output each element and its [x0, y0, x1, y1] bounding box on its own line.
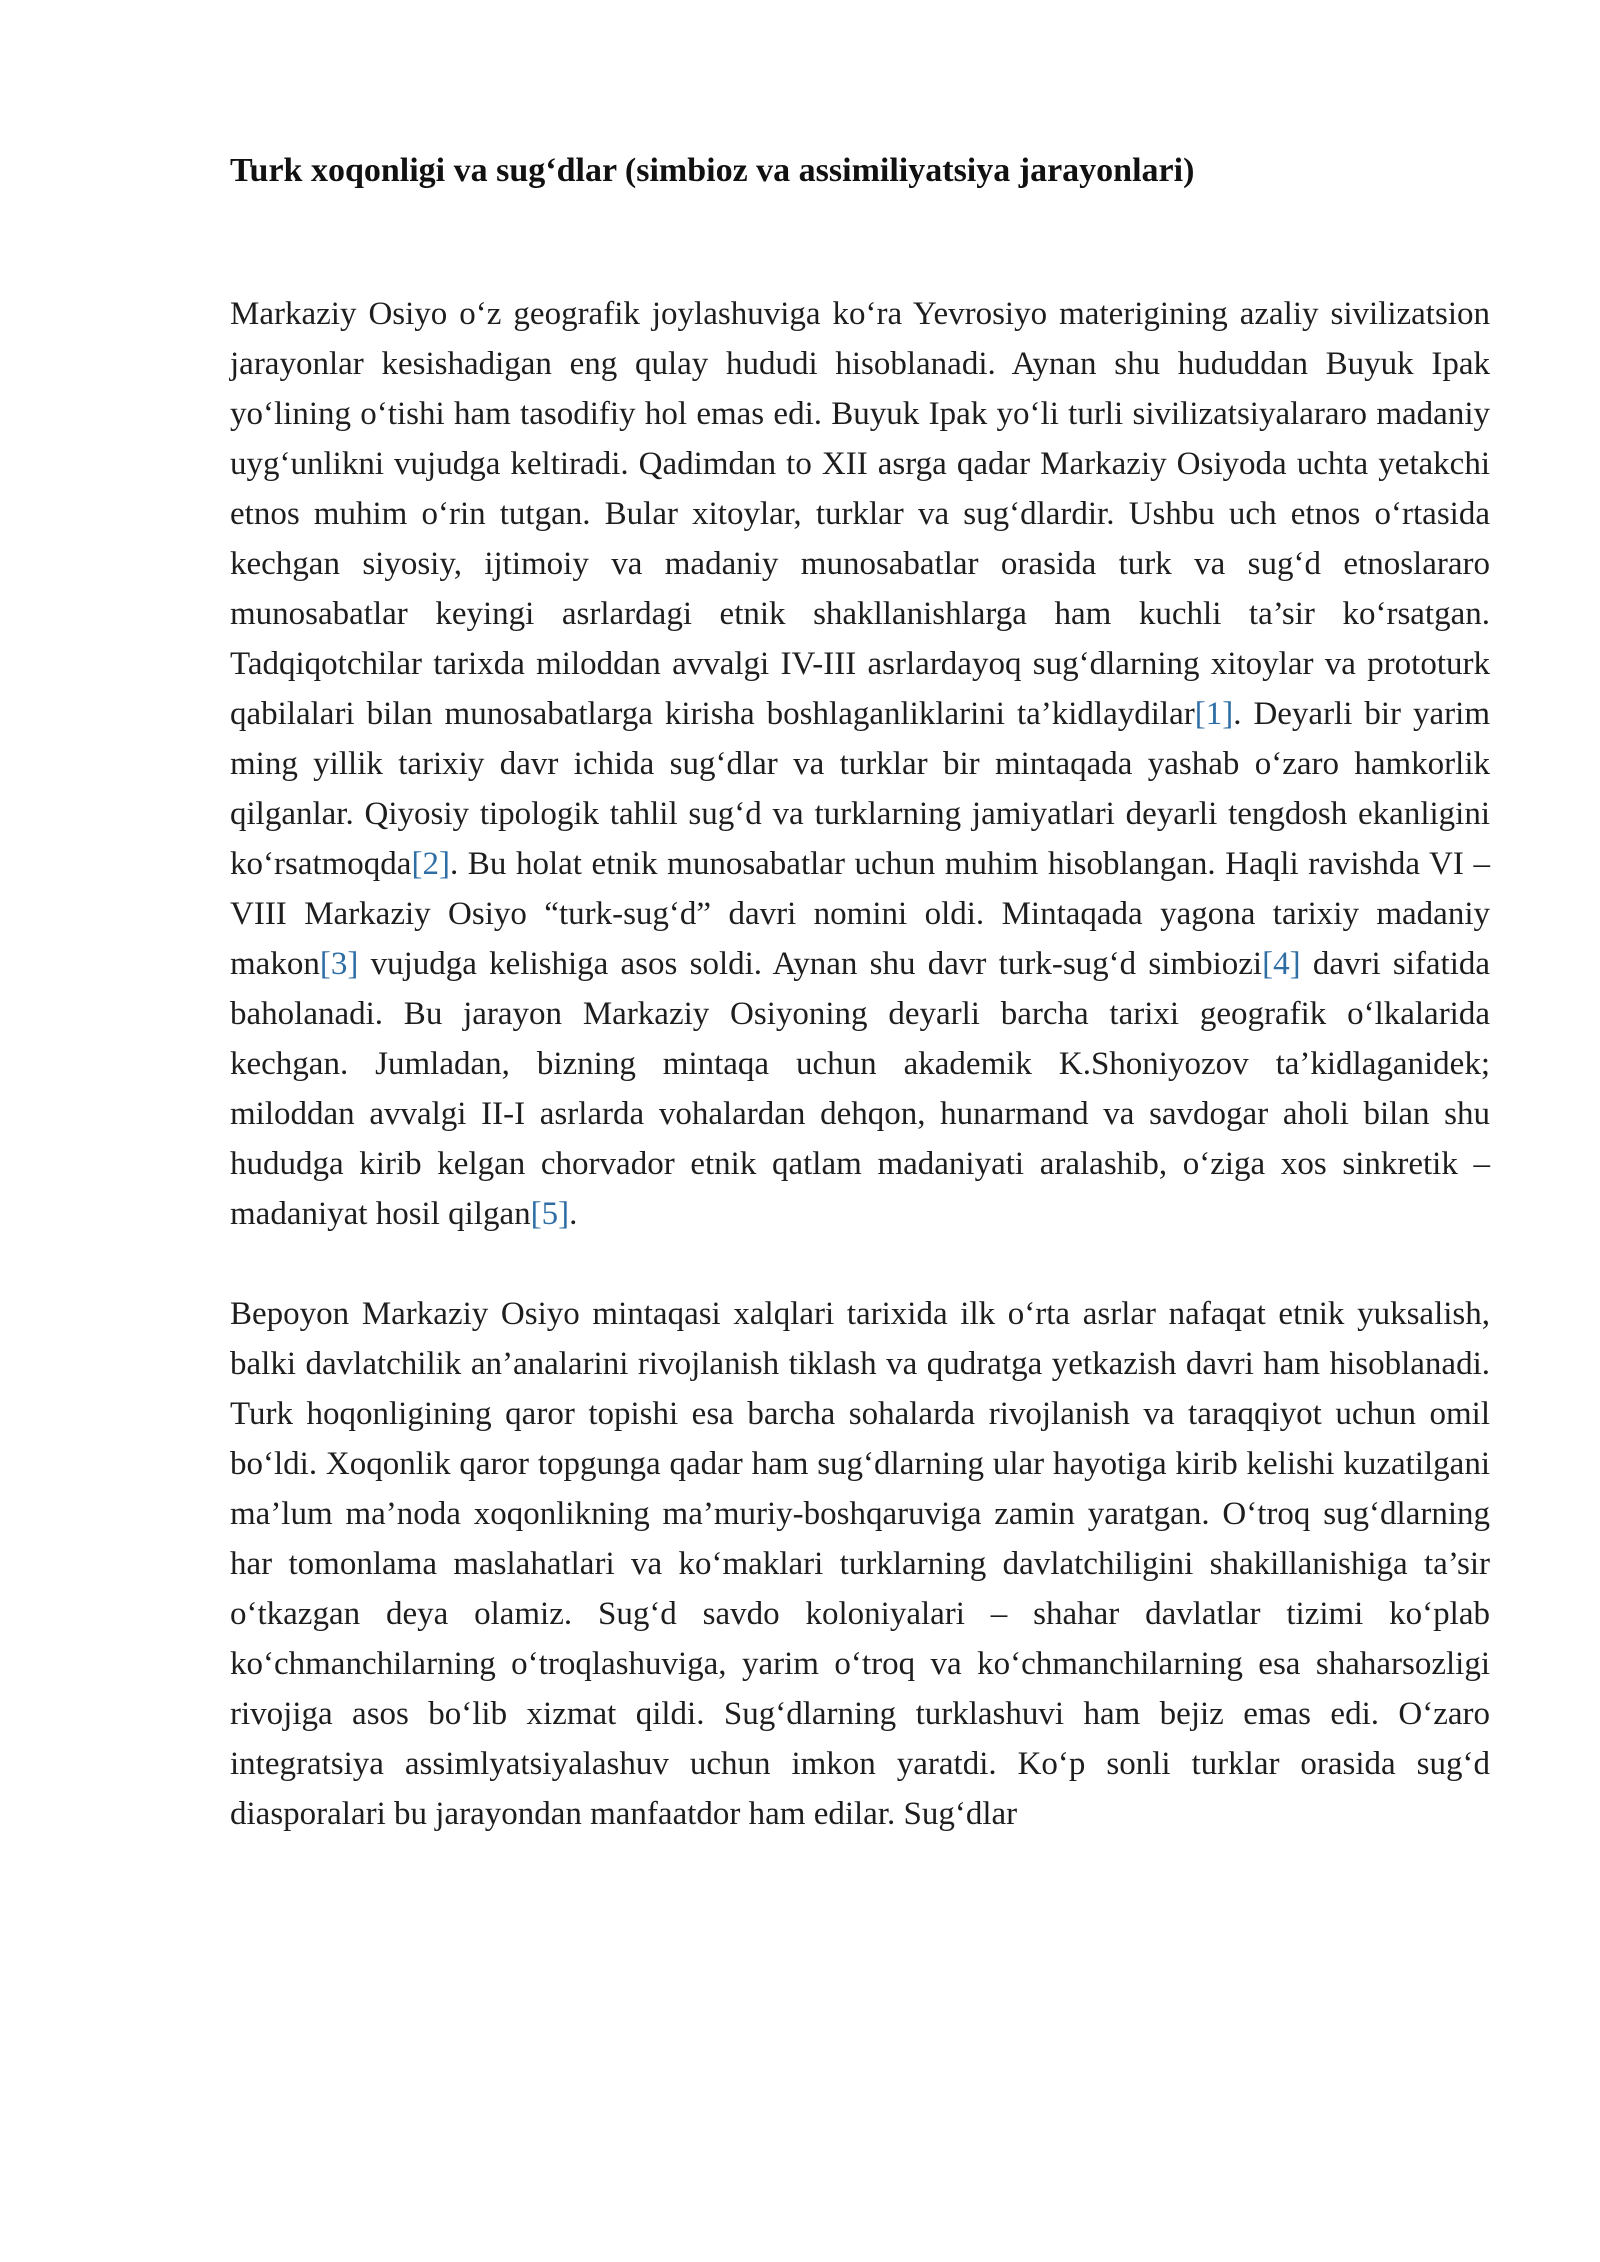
- document-page: [230, 150, 1490, 1889]
- paragraph-1-text-5: davri sifatida baholanadi. Bu jarayon Markaziy Osiyoning deyarli barcha tarixi geografik o‘lkalarida kechgan. Jumladan, bizning mintaqa uchun akademik K.Shoniyozov ta’kidlaganidek; miloddan avvalgi II-I asrlarda vohalardan dehqon, hunarmand va savdogar aholi bilan shu hududga kirib kelgan chorvador etnik qatlam madaniyati aralashib, o‘ziga xos sinkretik – madaniyat hosil qilgan: [230, 945, 1491, 1232]
- footnote-ref-2[interactable]: [2]: [411, 845, 450, 882]
- paragraph-1: [230, 289, 1490, 1239]
- footnote-ref-1[interactable]: [1]: [1194, 695, 1234, 732]
- paragraph-1-text-4: vujudga kelishiga asos soldi. Aynan shu davr turk-sug‘d simbiozi: [358, 945, 1263, 982]
- page-title: Turk xoqonligi va sug‘dlar (simbioz va assimiliyatsiya jarayonlari): [230, 152, 1195, 189]
- paragraph-1-text-1: Markaziy Osiyo o‘z geografik joylashuviga ko‘ra Yevrosiyo materigining azaliy sivilizatsion jarayonlar kesishadigan eng qulay hududi hisoblanadi. Aynan shu hududdan Buyuk Ipak yo‘lining o‘tishi ham tasodifiy hol emas edi. Buyuk Ipak yo‘li turli sivilizatsiyalararo madaniy uyg‘unlikni vujudga keltiradi. Qadimdan to XII asrga qadar Markaziy Osiyoda uchta yetakchi etnos muhim o‘rin tutgan. Bular xitoylar, turklar va sug‘dlardir. Ushbu uch etnos o‘rtasida kechgan siyosiy, ijtimoiy va madaniy munosabatlar orasida turk va sug‘d etnoslararo munosabatlar keyingi asrlardagi etnik shakllanishlarga ham kuchli ta’sir ko‘rsatgan. Tadqiqotchilar tarixda miloddan avvalgi IV-III asrlardayoq sug‘dlarning xitoylar va prototurk qabilalari bilan munosabatlarga kirisha boshlaganliklarini ta’kidlaydilar: [230, 295, 1490, 732]
- paragraph-2: Bepoyon Markaziy Osiyo mintaqasi xalqlari tarixida ilk o‘rta asrlar nafaqat etnik yuksalish, balki davlatchilik an’analarini rivojlanish tiklash va qudratga yetkazish davri ham hisoblanadi. Turk hoqonligining qaror topishi esa barcha sohalarda rivojlanish va taraqqiyot uchun omil bo‘ldi. Xoqonlik qaror topgunga qadar ham sug‘dlarning ular hayotiga kirib kelishi kuzatilgani ma’lum ma’noda xoqonlikning ma’muriy-boshqaruviga zamin yaratgan. O‘troq sug‘dlarning har tomonlama maslahatlari va ko‘maklari turklarning davlatchiligini shakillanishiga ta’sir o‘tkazgan deya olamiz. Sug‘d savdo koloniyalari – shahar davlatlar tizimi ko‘plab ko‘chmanchilarning o‘troqlashuviga, yarim o‘troq va ko‘chmanchilarning esa shaharsozligi rivojiga asos bo‘lib xizmat qildi. Sug‘dlarning turklashuvi ham bejiz emas edi. O‘zaro integratsiya assimlyatsiyalashuv uchun imkon yaratdi. Ko‘p sonli turklar orasida sug‘d diasporalari bu jarayondan manfaatdor ham edilar. Sug‘dlar: [230, 1295, 1490, 1832]
- footnote-ref-3[interactable]: [3]: [319, 945, 359, 982]
- paragraph-1-text-2: . Deyarli bir yarim ming yillik tarixiy davr ichida sug‘dlar va turklar bir mintaqada yashab o‘zaro hamkorlik qilganlar. Qiyosiy tipologik tahlil sug‘d va turklarning jamiyatlari deyarli tengdosh ekanligini ko‘rsatmoqda: [230, 695, 1490, 882]
- footnote-ref-5[interactable]: [5]: [530, 1195, 570, 1232]
- paragraph-1-text-6: .: [569, 1195, 578, 1232]
- paragraph-1-text-3: . Bu holat etnik munosabatlar uchun muhim hisoblangan. Haqli ravishda VI – VIII Markaziy Osiyo “turk-sug‘d” davri nomini oldi. Mintaqada yagona tarixiy madaniy makon: [230, 845, 1490, 982]
- footnote-ref-4[interactable]: [4]: [1262, 945, 1301, 982]
